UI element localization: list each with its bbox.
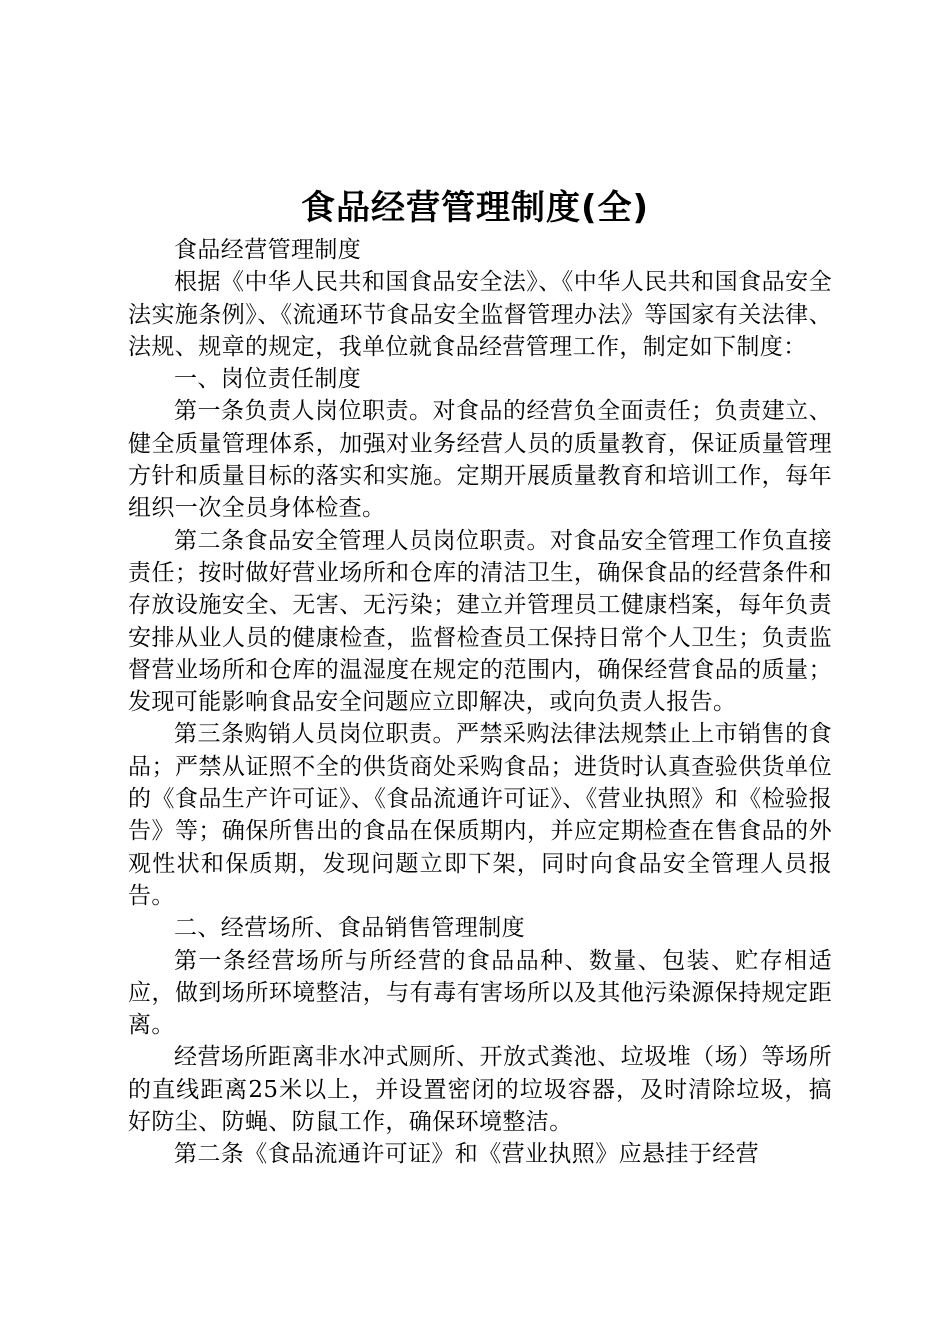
paragraph-article: 第二条《食品流通许可证》和《营业执照》应悬挂于经营 (174, 1141, 759, 1168)
paragraph-article: 第一条负责人岗位职责。对食品的经营负全面责任；负责建立、健全质量管理体系，加强对业务经营人员的质量教育，保证质量管理方针和质量目标的落实和实施。定期开展质量教育和培训工作，每年组织一次全员身体检查。 (128, 398, 832, 522)
section-heading-1: 一、岗位责任制度 (174, 366, 362, 393)
paragraph-heading-intro: 食品经营管理制度 (174, 237, 362, 263)
paragraph-article: 第三条购销人员岗位职责。严禁采购法律法规禁止上市销售的食品；严禁从证照不全的供货商处采购食品；进货时认真查验供货单位的《食品生产许可证》、《食品流通许可证》、《营业执照》和《检验报告》等；确保所售出的食品在保质期内，并应定期检查在售食品的外观性状和保质期，发现问题立即下架，同时向食品安全管理人员报告。 (128, 721, 832, 909)
section-heading-2: 二、经营场所、食品销售管理制度 (174, 915, 525, 942)
paragraph-article: 第一条经营场所与所经营的食品品种、数量、包装、贮存相适应，做到场所环境整洁，与有毒有害场所以及其他污染源保持规定距离。 (128, 947, 832, 1039)
paragraph-preamble: 根据《中华人民共和国食品安全法》、《中华人民共和国食品安全法实施条例》、《流通环节食品安全监督管理办法》等国家有关法律、法规、规章的规定，我单位就食品经营管理工作，制定如下制度： (128, 269, 832, 360)
paragraph-article: 第二条食品安全管理人员岗位职责。对食品安全管理工作负直接责任；按时做好营业场所和仓库的清洁卫生，确保食品的经营条件和存放设施安全、无害、无污染；建立并管理员工健康档案，每年负责安排从业人员的健康检查，监督检查员工保持日常个人卫生；负责监督营业场所和仓库的温湿度在规定的范围内，确保经营食品的质量；发现可能影响食品安全问题应立即解决，或向负责人报告。 (128, 527, 832, 716)
document-body (128, 234, 832, 1171)
document-title: 食品经营管理制度(全) (300, 188, 650, 228)
paragraph-article: 经营场所距离非水冲式厕所、开放式粪池、垃圾堆（场）等场所的直线距离25米以上，并设置密闭的垃圾容器，及时清除垃圾，搞好防尘、防蝇、防鼠工作，确保环境整洁。 (128, 1044, 832, 1136)
